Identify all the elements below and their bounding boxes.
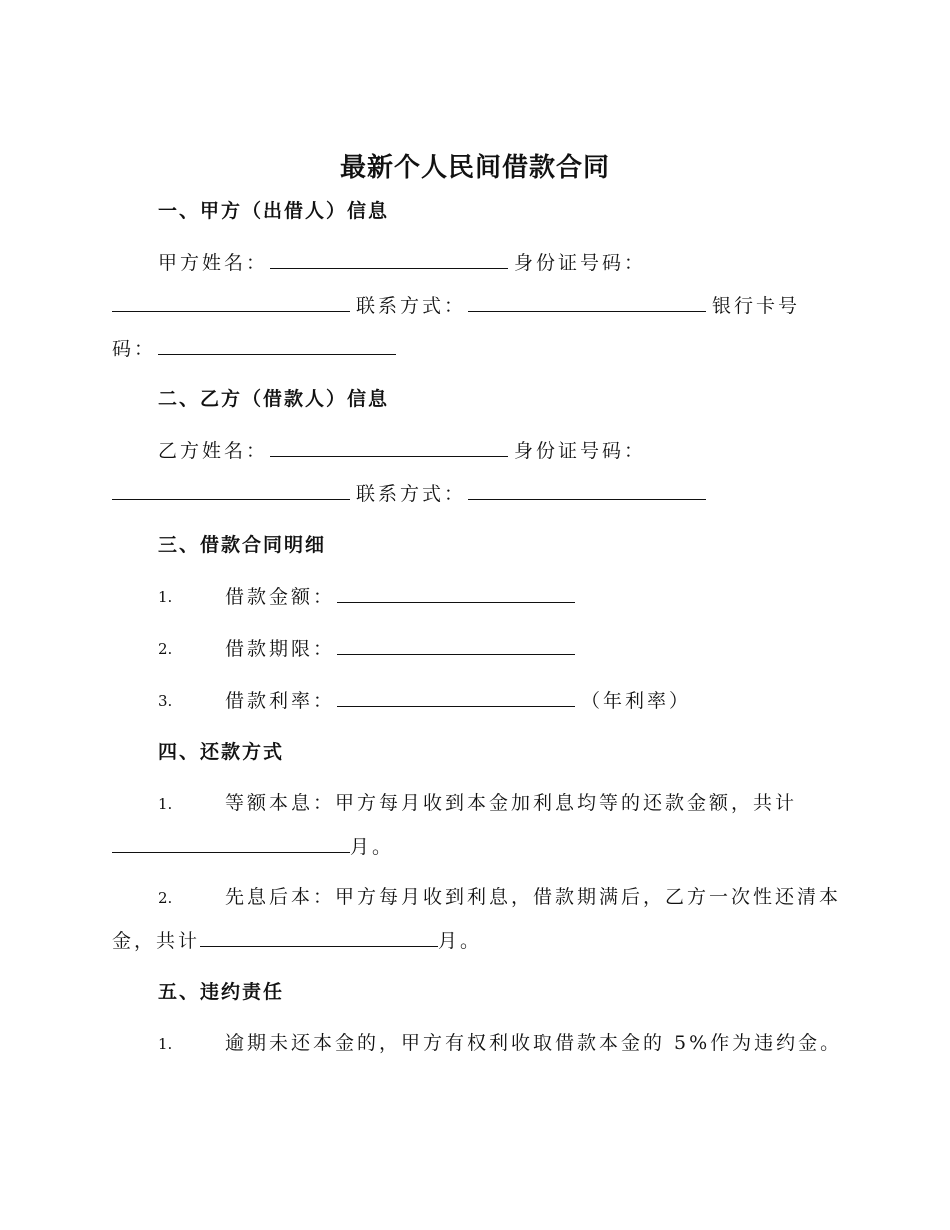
item-number: 2. (158, 640, 173, 658)
document-title: 最新个人民间借款合同 (339, 153, 610, 183)
section-heading-loan-details: 三、借款合同明细 (158, 534, 327, 556)
section-heading-repayment: 四、还款方式 (158, 741, 285, 763)
borrower-contact-blank[interactable] (468, 479, 706, 500)
borrower-name-row (158, 436, 646, 465)
lender-bank-label-part1: 银行卡号 (712, 295, 801, 317)
loan-amount-blank[interactable] (337, 582, 575, 603)
borrower-name-label: 乙方姓名： (158, 440, 269, 462)
loan-term-blank[interactable] (337, 634, 575, 655)
loan-amount-label: 借款金额： (225, 586, 336, 608)
repayment-item-continuation (112, 832, 394, 861)
loan-term-label: 借款期限： (225, 638, 336, 660)
repayment-months-suffix: 月。 (350, 836, 395, 858)
loan-rate-blank[interactable] (337, 686, 575, 707)
repayment-months-blank[interactable] (200, 926, 438, 947)
borrower-id-row (112, 479, 712, 508)
section-heading-borrower: 二、乙方（借款人）信息 (158, 388, 390, 410)
repayment-months-suffix: 月。 (438, 930, 483, 952)
loan-rate-suffix: （年利率） (581, 690, 692, 712)
repayment-item-text: 先息后本：甲方每月收到利息，借款期满后，乙方一次性还清本 (225, 886, 842, 908)
lender-name-label: 甲方姓名： (158, 252, 269, 274)
lender-id-row (112, 291, 800, 320)
lender-name-blank[interactable] (270, 248, 508, 269)
repayment-prefix: 金，共计 (112, 930, 201, 952)
loan-amount-row (225, 582, 581, 611)
repayment-months-blank[interactable] (112, 832, 350, 853)
borrower-contact-label: 联系方式： (356, 483, 467, 505)
liability-item-text: 逾期未还本金的，甲方有权利收取借款本金的 5%作为违约金。 (225, 1032, 843, 1054)
lender-contact-label: 联系方式： (356, 295, 467, 317)
borrower-id-label: 身份证号码： (514, 440, 647, 462)
lender-id-blank[interactable] (112, 291, 350, 312)
lender-bank-row (112, 334, 402, 363)
lender-id-label: 身份证号码： (514, 252, 647, 274)
item-number: 1. (158, 1035, 173, 1053)
lender-name-row (158, 248, 646, 277)
repayment-item-text: 等额本息：甲方每月收到本金加利息均等的还款金额，共计 (225, 792, 798, 814)
item-number: 2. (158, 889, 173, 907)
borrower-name-blank[interactable] (270, 436, 508, 457)
section-heading-lender: 一、甲方（出借人）信息 (158, 200, 390, 222)
loan-term-row (225, 634, 581, 663)
section-heading-liability: 五、违约责任 (158, 981, 285, 1003)
loan-rate-label: 借款利率： (225, 690, 336, 712)
lender-bank-blank[interactable] (158, 334, 396, 355)
lender-contact-blank[interactable] (468, 291, 706, 312)
lender-bank-label-part2: 码： (112, 338, 157, 360)
repayment-item-continuation (112, 926, 482, 955)
item-number: 1. (158, 795, 173, 813)
loan-rate-row (225, 686, 691, 715)
borrower-id-blank[interactable] (112, 479, 350, 500)
item-number: 1. (158, 588, 173, 606)
item-number: 3. (158, 692, 173, 710)
